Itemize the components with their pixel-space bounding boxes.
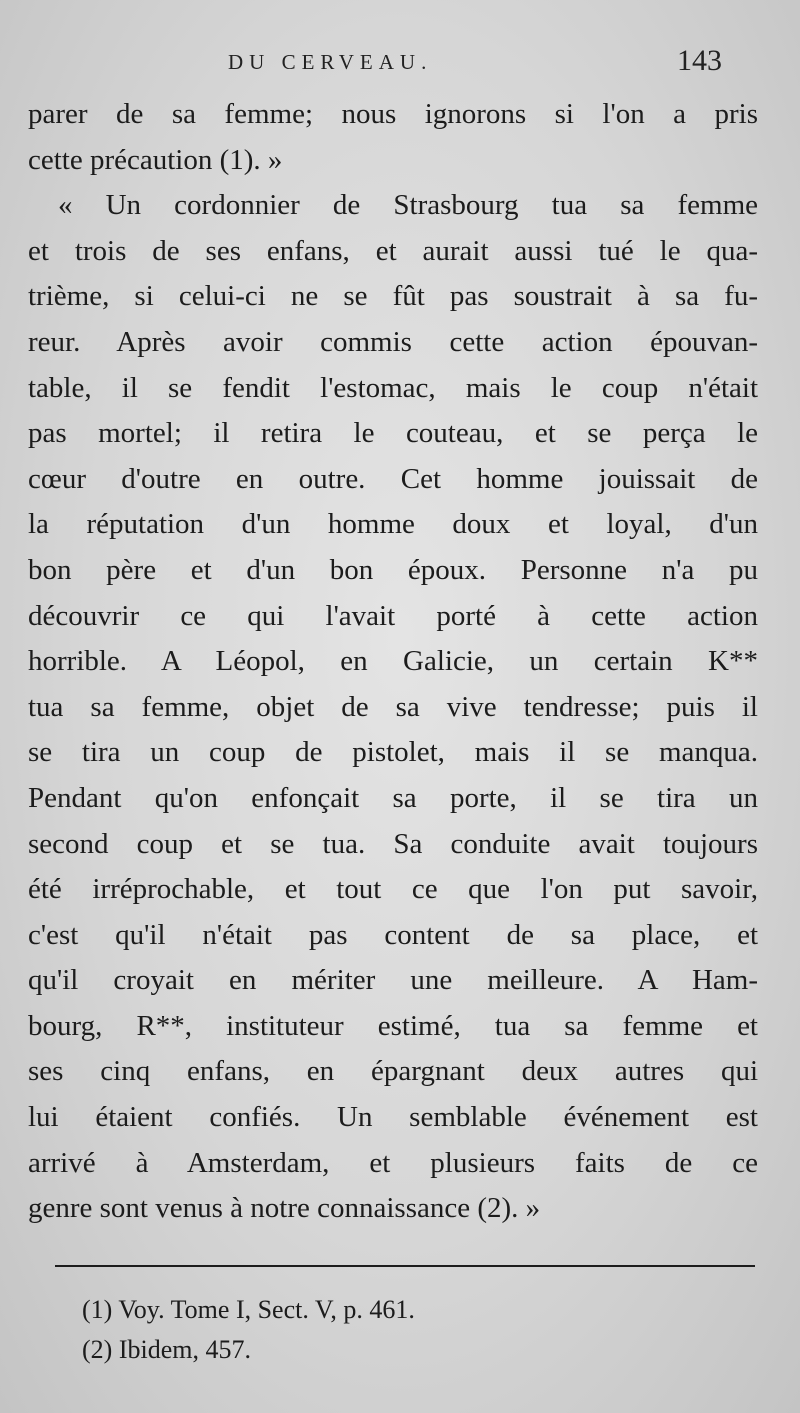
footnote: (2) Ibidem, 457. <box>82 1335 251 1364</box>
text-line: horrible. A Léopol, en Galicie, un certain K** <box>28 645 758 678</box>
body-text <box>28 92 758 1232</box>
text-line: reur. Après avoir commis cette action épouvan- <box>28 325 758 358</box>
text-line: trième, si celui-ci ne se fût pas soustrait à sa fu- <box>28 280 758 313</box>
text-line: bourg, R**, instituteur estimé, tua sa femme et <box>28 1009 758 1042</box>
text-line: découvrir ce qui l'avait porté à cette action <box>28 599 758 632</box>
text-line: pas mortel; il retira le couteau, et se perça le <box>28 417 758 450</box>
text-line: lui étaient confiés. Un semblable événement est <box>28 1101 758 1134</box>
text-line: genre sont venus à notre connaissance (2). » <box>28 1192 541 1225</box>
text-line: table, il se fendit l'estomac, mais le coup n'était <box>28 371 758 404</box>
text-line: second coup et se tua. Sa conduite avait toujours <box>28 827 758 860</box>
text-line: et trois de ses enfans, et aurait aussi tué le qua- <box>28 234 758 267</box>
page-number: 143 <box>677 44 722 77</box>
text-line: ses cinq enfans, en épargnant deux autres qui <box>28 1055 758 1088</box>
text-line: tua sa femme, objet de sa vive tendresse; puis il <box>28 690 758 723</box>
text-line: arrivé à Amsterdam, et plusieurs faits de ce <box>28 1146 758 1179</box>
text-line: c'est qu'il n'était pas content de sa place, et <box>28 918 758 951</box>
text-line: été irréprochable, et tout ce que l'on put savoir, <box>28 873 758 906</box>
running-head-title: DU CERVEAU. <box>228 50 433 74</box>
text-line: la réputation d'un homme doux et loyal, d'un <box>28 508 758 541</box>
footnotes <box>82 1290 762 1370</box>
running-head <box>0 44 800 84</box>
footnote-divider <box>55 1265 755 1267</box>
text-line: cœur d'outre en outre. Cet homme jouissait de <box>28 462 758 495</box>
text-line: parer de sa femme; nous ignorons si l'on a pris <box>28 98 758 130</box>
footnote: (1) Voy. Tome I, Sect. V, p. 461. <box>82 1295 415 1324</box>
text-line: se tira un coup de pistolet, mais il se manqua. <box>28 736 758 769</box>
text-line: « Un cordonnier de Strasbourg tua sa femme <box>58 189 758 222</box>
text-line: bon père et d'un bon époux. Personne n'a pu <box>28 553 758 586</box>
text-line: qu'il croyait en mériter une meilleure. A Ham- <box>28 964 758 997</box>
text-line: cette précaution (1). » <box>28 143 283 176</box>
text-line: Pendant qu'on enfonçait sa porte, il se tira un <box>28 781 758 814</box>
